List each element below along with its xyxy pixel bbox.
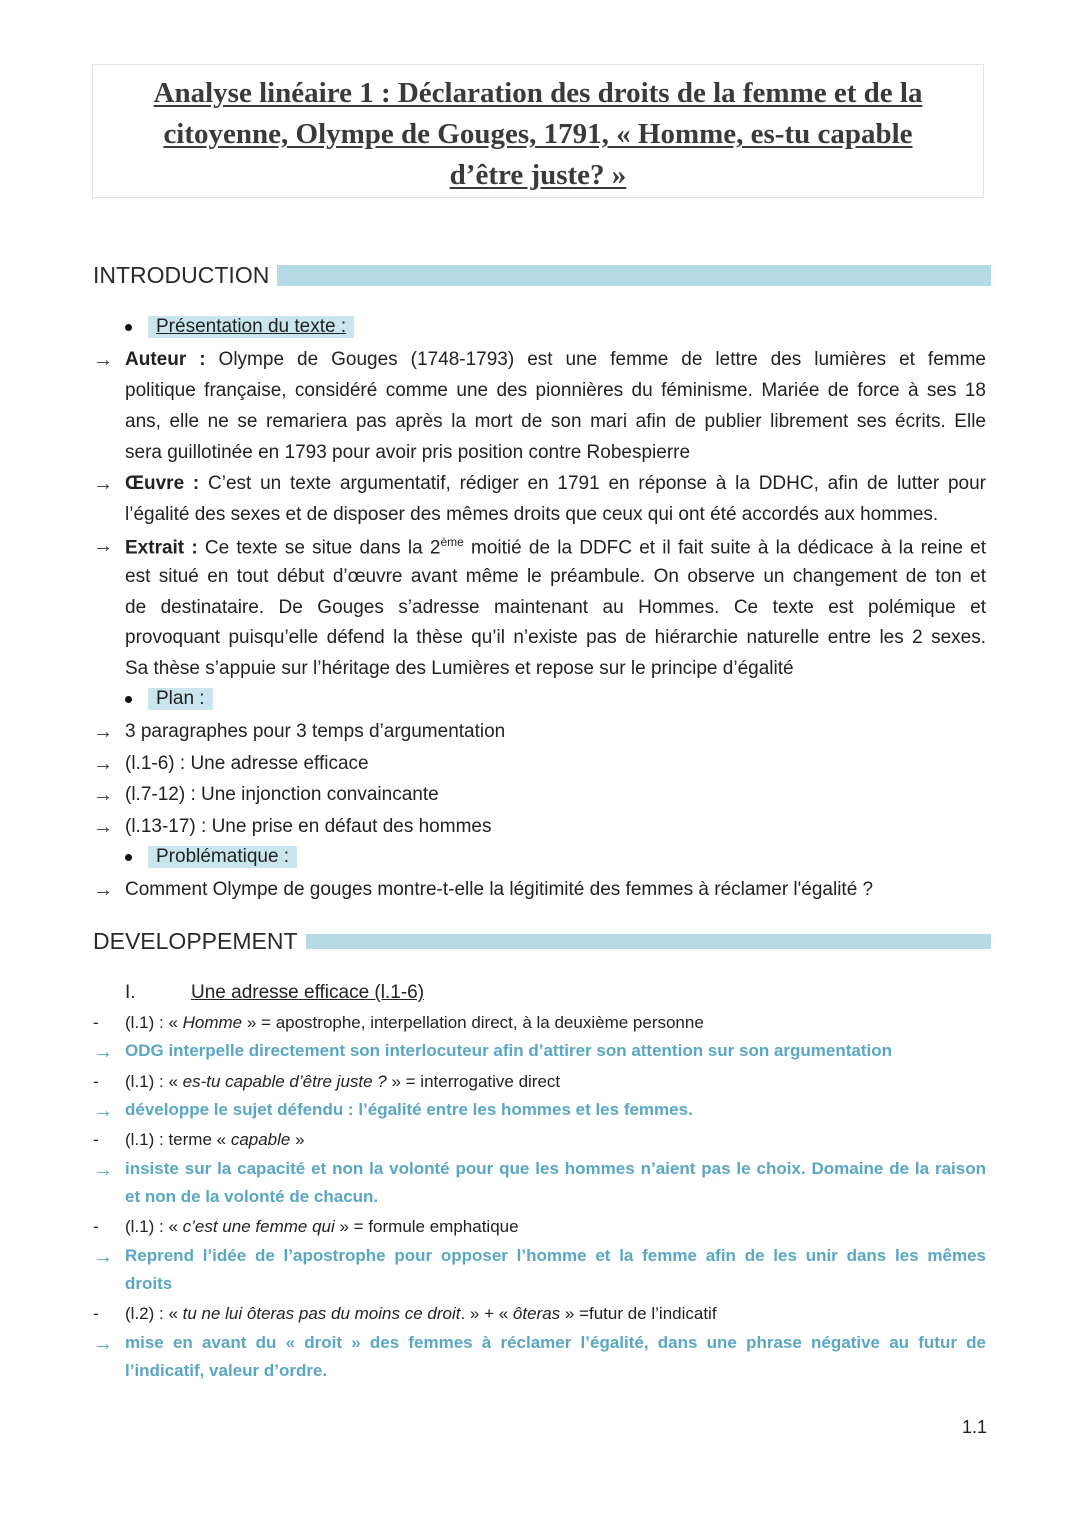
bullet-plan: Plan :	[125, 688, 213, 710]
arrow-icon: →	[93, 1246, 113, 1268]
page-number: 1.1	[961, 1417, 987, 1437]
title-box	[92, 64, 984, 198]
arrow-icon: →	[93, 473, 113, 495]
arrow-icon: →	[93, 535, 113, 557]
arrow-icon: →	[93, 879, 113, 901]
arrow-icon: →	[93, 1100, 113, 1122]
bullet-presentation: Présentation du texte :	[125, 316, 354, 338]
document-title: Analyse linéaire 1 : Déclaration des droits de la femme et de la citoyenne, Olympe de Gouges, 1791, « Homme, es-tu capable d’être juste? »	[153, 77, 923, 191]
introduction-heading: INTRODUCTION	[93, 262, 991, 289]
arrow-icon: →	[93, 349, 113, 371]
arrow-icon: →	[93, 816, 113, 838]
bullet-problematique: Problématique :	[125, 846, 297, 868]
bullet-icon	[125, 324, 132, 331]
arrow-icon: →	[93, 1041, 113, 1063]
arrow-icon: →	[93, 1333, 113, 1355]
heading-bar	[306, 934, 992, 949]
developpement-heading: DEVELOPPEMENT	[93, 928, 991, 955]
arrow-icon: →	[93, 1159, 113, 1181]
arrow-icon: →	[93, 784, 113, 806]
arrow-icon: →	[93, 753, 113, 775]
arrow-icon: →	[93, 721, 113, 743]
bullet-icon	[125, 696, 132, 703]
bullet-icon	[125, 854, 132, 861]
heading-bar	[277, 265, 991, 286]
